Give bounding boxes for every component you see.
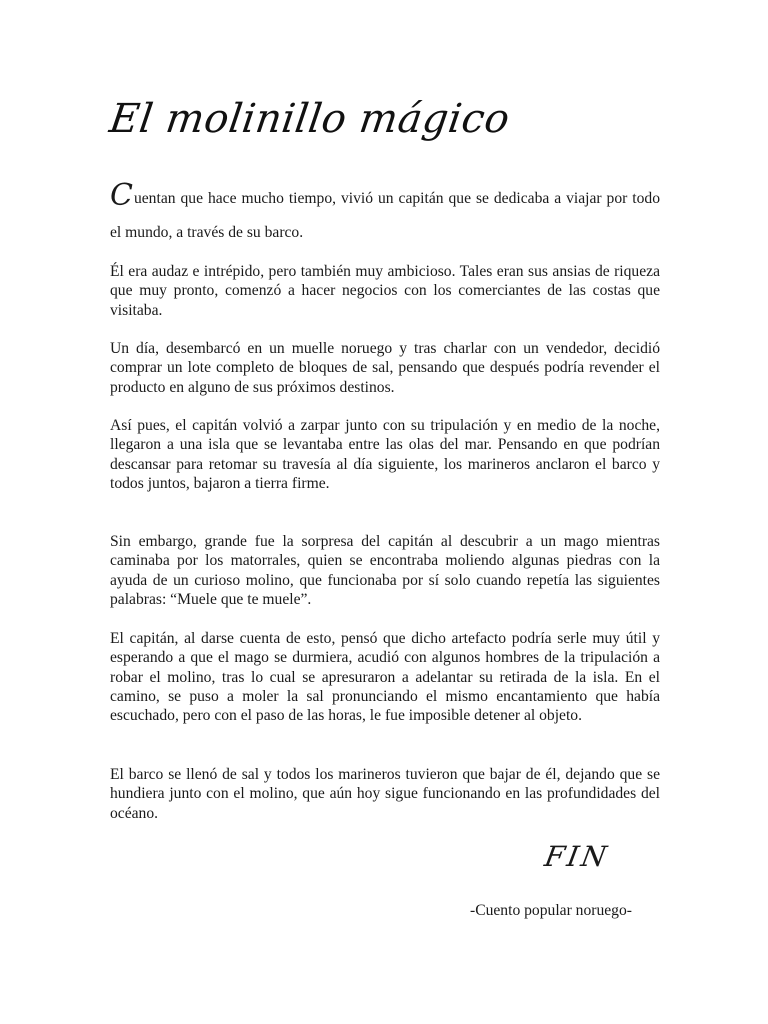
story-title: El molinillo mágico [106, 96, 513, 142]
paragraph-6: El capitán, al darse cuenta de esto, pensó que dicho artefacto podría serle muy útil y esperando a que el mago se durmiera, acudió con algunos hombres de la tripulación a robar el molino, tras lo cual se apresuraron a adelantar su retirada de la isla. En el camino, se puso a moler la sal pronunciando el mismo encantamiento que había escuchado, pero con el paso de las horas, le fue imposible detener al objeto. [110, 630, 660, 725]
paragraph-7: El barco se llenó de sal y todos los marineros tuvieron que bajar de él, dejando que se hundiera junto con el molino, que aún hoy sigue funcionando en las profundidades del océano. [110, 766, 660, 822]
drop-cap: C [110, 178, 133, 213]
paragraph-1-text: uentan que hace mucho tiempo, vivió un capitán que se dedicaba a viajar por todo el mundo, a través de su barco. [110, 190, 660, 241]
paragraph-1 [110, 178, 660, 250]
paragraph-2: Él era audaz e intrépido, pero también muy ambicioso. Tales eran sus ansias de riqueza que muy pronto, comenzó a hacer negocios con los comerciantes de las costas que visitaba. [110, 263, 660, 319]
paragraph-4: Así pues, el capitán volvió a zarpar junto con su tripulación y en medio de la noche, llegaron a una isla que se levantaba entre las olas del mar. Pensando en que podrían descansar para retomar su travesía al día siguiente, los marineros anclaron el barco y todos juntos, bajaron a tierra firme. [110, 417, 660, 492]
end-mark: FIN [542, 840, 612, 873]
paragraph-5: Sin embargo, grande fue la sorpresa del capitán al descubrir a un mago mientras caminaba por los matorrales, quien se encontraba moliendo algunas piedras con la ayuda de un curioso molino, que funcionaba por sí solo cuando repetía las siguientes palabras: “Muele que te muele”. [110, 533, 660, 608]
paragraph-3: Un día, desembarcó en un muelle noruego y tras charlar con un vendedor, decidió comprar un lote completo de bloques de sal, pensando que después podría revender el producto en alguno de sus próximos destinos. [110, 340, 660, 396]
story-source: -Cuento popular noruego- [470, 902, 632, 919]
